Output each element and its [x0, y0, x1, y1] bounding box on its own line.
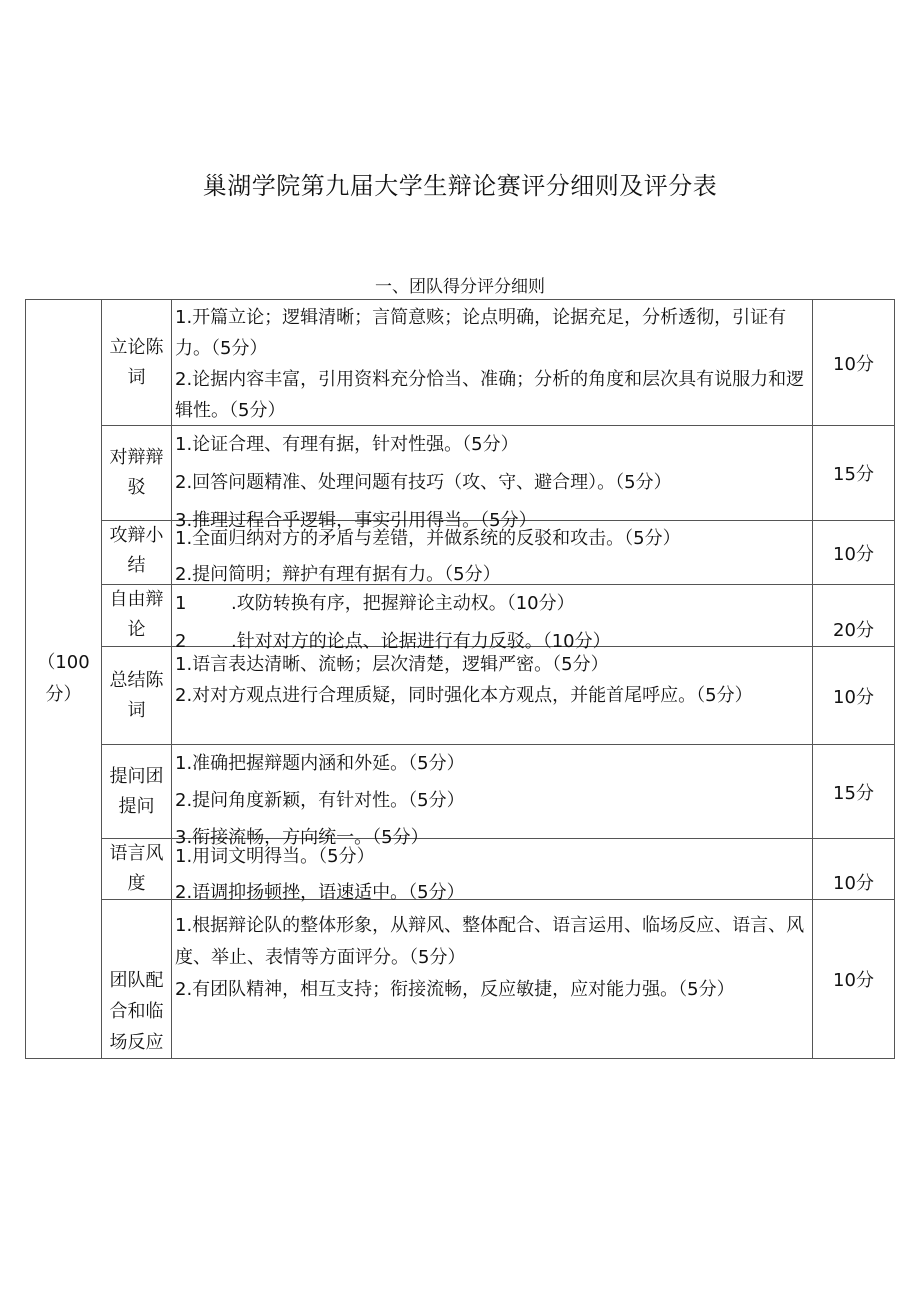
criteria-cell	[172, 426, 813, 531]
score-value: 15分	[833, 782, 874, 804]
criteria-line: 2.论据内容丰富，引用资料充分恰当、准确；分析的角度和层次具有说服力和逻辑性。（5分）	[175, 369, 805, 421]
score-value: 10分	[833, 543, 874, 565]
score-cell	[813, 585, 895, 647]
criteria-line: 2.对对方观点进行合理质疑，同时强化本方观点，并能首尾呼应。（5分）	[175, 685, 753, 706]
score-cell	[813, 900, 895, 1059]
total-score-cell	[26, 300, 102, 1059]
criteria-cell	[172, 900, 813, 1059]
table-row	[26, 900, 895, 1059]
scoring-table	[25, 299, 895, 1059]
table-row	[26, 647, 895, 745]
item-name: 立论陈词	[109, 336, 164, 388]
score-cell	[813, 839, 895, 900]
criteria-line: 3.推理过程合乎逻辑，事实引用得当。（5分）	[175, 510, 537, 531]
criteria-line: 2.语调抑扬顿挫，语速适中。（5分）	[175, 882, 465, 903]
criteria-line: 1.准确把握辩题内涵和外延。（5分）	[175, 753, 465, 774]
score-value: 20分	[833, 620, 874, 641]
score-cell	[813, 426, 895, 521]
score-cell	[813, 647, 895, 745]
criteria-number: 2	[175, 631, 187, 652]
item-name: 对辩辩驳	[109, 447, 164, 498]
criteria-number: 1	[175, 593, 187, 614]
item-name: 提问团提问	[109, 765, 164, 817]
item-name: 团队配合和临场反应	[109, 970, 164, 1053]
total-score-label: （100分）	[37, 652, 90, 705]
item-name: 攻辩小结	[109, 525, 164, 576]
criteria-line: 2.提问简明；辩护有理有据有力。（5分）	[175, 564, 501, 585]
table-row	[26, 745, 895, 839]
criteria-line: 1.语言表达清晰、流畅；层次清楚，逻辑严密。（5分）	[175, 654, 609, 675]
item-name-cell	[102, 300, 172, 426]
score-cell	[813, 521, 895, 585]
score-cell	[813, 300, 895, 426]
criteria-line: 2.提问角度新颖，有针对性。（5分）	[175, 790, 465, 811]
item-name-cell	[102, 745, 172, 839]
item-name-cell	[102, 521, 172, 585]
section-title: 一、团队得分评分细则	[375, 277, 545, 297]
score-value: 10分	[833, 970, 874, 991]
criteria-line: 1.用词文明得当。（5分）	[175, 846, 375, 867]
table-row	[26, 521, 895, 585]
criteria-cell	[172, 839, 813, 903]
score-value: 10分	[833, 686, 874, 708]
score-cell	[813, 745, 895, 839]
criteria-line	[175, 585, 806, 623]
criteria-line: 1.论证合理、有理有据，针对性强。（5分）	[175, 434, 519, 455]
criteria-cell	[172, 585, 813, 652]
criteria-text: .针对对方的论点、论据进行有力反驳。（10分）	[231, 631, 611, 652]
item-name-cell	[102, 426, 172, 521]
criteria-cell	[172, 521, 813, 585]
item-name: 语言风度	[109, 843, 164, 894]
table-row	[26, 839, 895, 900]
score-value: 10分	[833, 353, 874, 375]
criteria-cell	[172, 300, 813, 426]
score-value: 10分	[833, 873, 874, 894]
item-name-cell	[102, 647, 172, 745]
item-name-cell	[102, 900, 172, 1059]
criteria-line: 2.有团队精神，相互支持；衔接流畅，反应敏捷，应对能力强。（5分）	[175, 979, 735, 1000]
criteria-text: .攻防转换有序，把握辩论主动权。（10分）	[231, 593, 575, 614]
item-name: 总结陈词	[109, 669, 164, 721]
criteria-cell	[172, 745, 813, 848]
score-value: 15分	[833, 464, 874, 485]
criteria-cell	[172, 647, 813, 745]
table-row	[26, 585, 895, 647]
item-name: 自由辩论	[109, 589, 164, 640]
table-row	[26, 300, 895, 426]
criteria-line: 1.根据辩论队的整体形象，从辩风、整体配合、语言运用、临场反应、语言、风度、举止、表情等方面评分。（5分）	[175, 915, 805, 968]
criteria-line: 1.全面归纳对方的矛盾与差错，并做系统的反驳和攻击。（5分）	[175, 528, 681, 549]
item-name-cell	[102, 585, 172, 647]
document-title: 巢湖学院第九届大学生辩论赛评分细则及评分表	[202, 172, 718, 200]
table-row	[26, 426, 895, 521]
item-name-cell	[102, 839, 172, 900]
criteria-line: 1.开篇立论；逻辑清晰；言简意赅；论点明确，论据充足，分析透彻，引证有力。（5分）	[175, 307, 787, 359]
criteria-line: 3.衔接流畅，方向统一。（5分）	[175, 827, 429, 848]
criteria-line: 2.回答问题精准、处理问题有技巧（攻、守、避合理）。（5分）	[175, 472, 672, 493]
